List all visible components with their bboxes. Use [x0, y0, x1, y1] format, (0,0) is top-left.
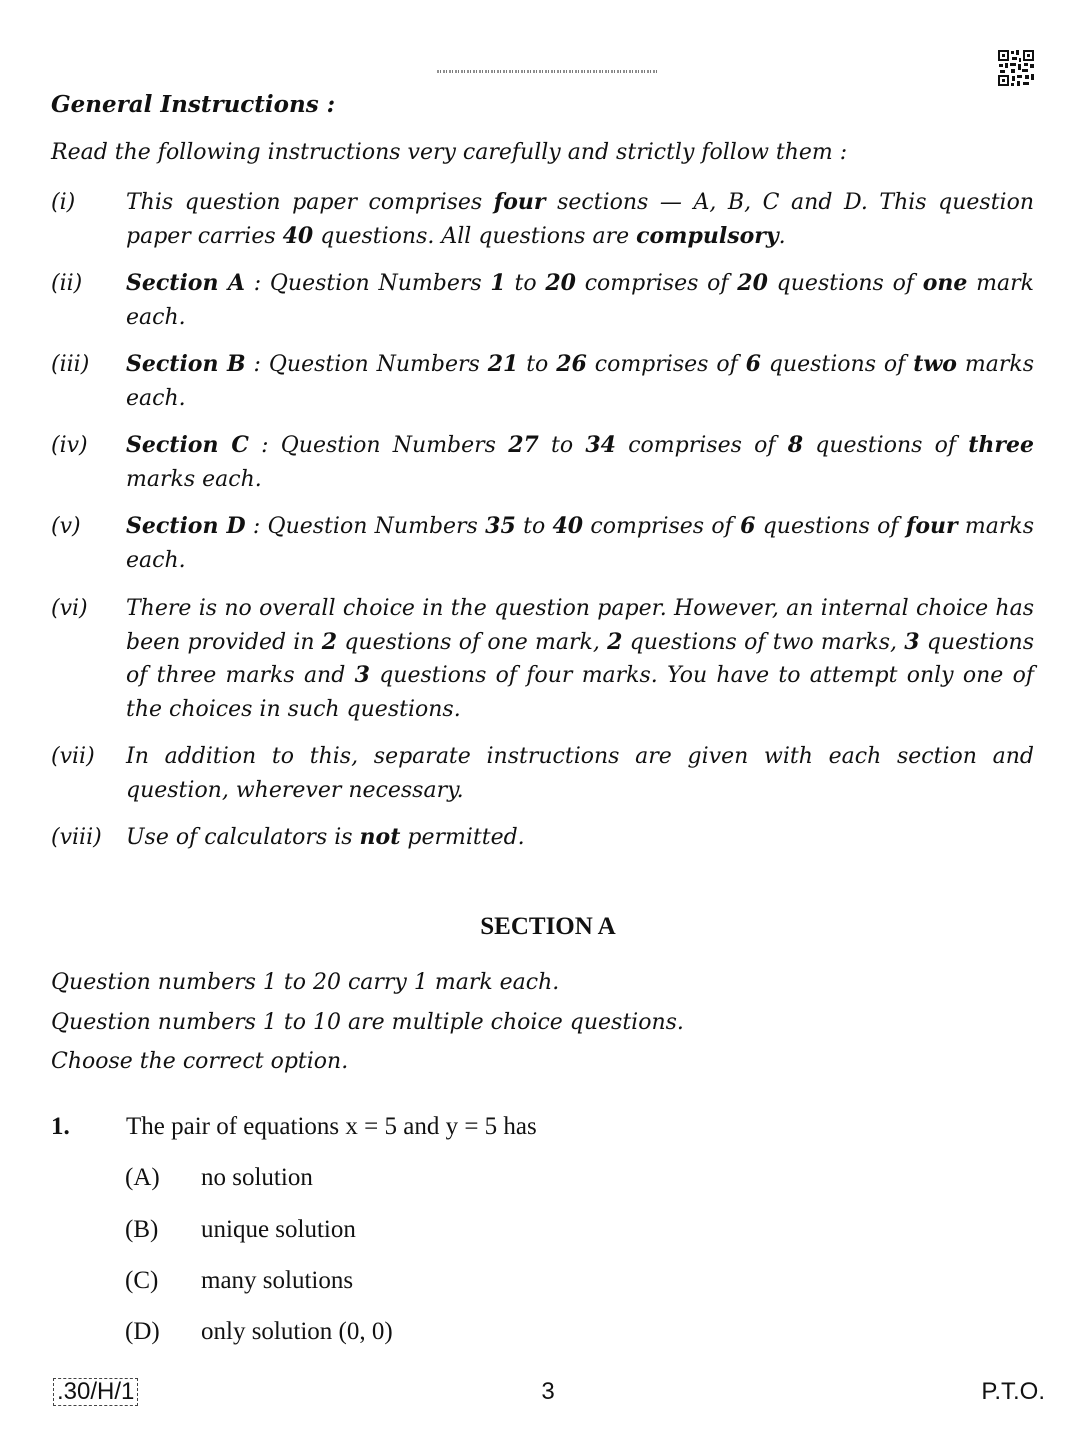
instruction-text: In addition to this, separate instructions are given with each section and question, wherever necessary.	[126, 744, 1034, 803]
paper-code: .30/H/1	[53, 1378, 138, 1406]
instruction-item	[51, 592, 1034, 726]
instruction-number: (viii)	[51, 825, 102, 850]
page-number: 3	[541, 1378, 555, 1405]
instruction-text: This question paper comprises four sections — A, B, C and D. This question paper carries 40 questions. All questions are compulsory.	[126, 189, 1034, 249]
instruction-number: (v)	[51, 514, 81, 539]
section-note: Question numbers 1 to 20 carry 1 mark each.	[51, 970, 560, 995]
instruction-number: (ii)	[51, 271, 83, 296]
option-text: only solution (0, 0)	[201, 1318, 393, 1345]
instruction-item	[51, 348, 1034, 415]
instruction-text: Use of calculators is not permitted.	[126, 824, 525, 850]
section-note: Question numbers 1 to 10 are multiple choice questions.	[51, 1010, 684, 1035]
security-microtext	[437, 70, 657, 73]
instruction-item	[51, 821, 1034, 855]
general-instructions-intro: Read the following instructions very carefully and strictly follow them :	[51, 140, 848, 165]
pto-label: P.T.O.	[981, 1378, 1045, 1405]
option-letter: (B)	[125, 1216, 159, 1243]
question-text: The pair of equations x = 5 and y = 5 has	[126, 1113, 537, 1140]
instruction-text: Section A : Question Numbers 1 to 20 comprises of 20 questions of one mark each.	[126, 270, 1034, 330]
instruction-item	[51, 267, 1034, 334]
instruction-item	[51, 740, 1034, 807]
option-letter: (A)	[125, 1164, 160, 1191]
instruction-item	[51, 510, 1034, 577]
section-a-heading: SECTION A	[480, 913, 616, 940]
option-text: no solution	[201, 1164, 313, 1191]
option-text: many solutions	[201, 1267, 354, 1294]
qr-code-icon	[998, 50, 1034, 86]
instruction-text: Section C : Question Numbers 27 to 34 comprises of 8 questions of three marks each.	[126, 432, 1035, 492]
instruction-text: There is no overall choice in the question paper. However, an internal choice has been provided in 2 questions of one mark, 2 questions of two marks, 3 questions of three marks and 3 questions of four marks. You have to attempt only one of the choices in such questions.	[126, 596, 1034, 722]
instruction-text: Section B : Question Numbers 21 to 26 comprises of 6 questions of two marks each.	[126, 351, 1035, 411]
instruction-number: (iv)	[51, 433, 88, 458]
general-instructions-title: General Instructions :	[51, 91, 336, 118]
instruction-number: (iii)	[51, 352, 90, 377]
option-letter: (C)	[125, 1267, 159, 1294]
instruction-text: Section D : Question Numbers 35 to 40 comprises of 6 questions of four marks each.	[126, 513, 1035, 573]
instruction-number: (i)	[51, 190, 76, 215]
instruction-item	[51, 186, 1034, 253]
section-note: Choose the correct option.	[51, 1049, 349, 1074]
instruction-number: (vi)	[51, 596, 88, 621]
question-number: 1.	[51, 1113, 70, 1140]
option-letter: (D)	[125, 1318, 160, 1345]
option-text: unique solution	[201, 1216, 356, 1243]
instruction-item	[51, 429, 1034, 496]
instruction-number: (vii)	[51, 744, 95, 769]
